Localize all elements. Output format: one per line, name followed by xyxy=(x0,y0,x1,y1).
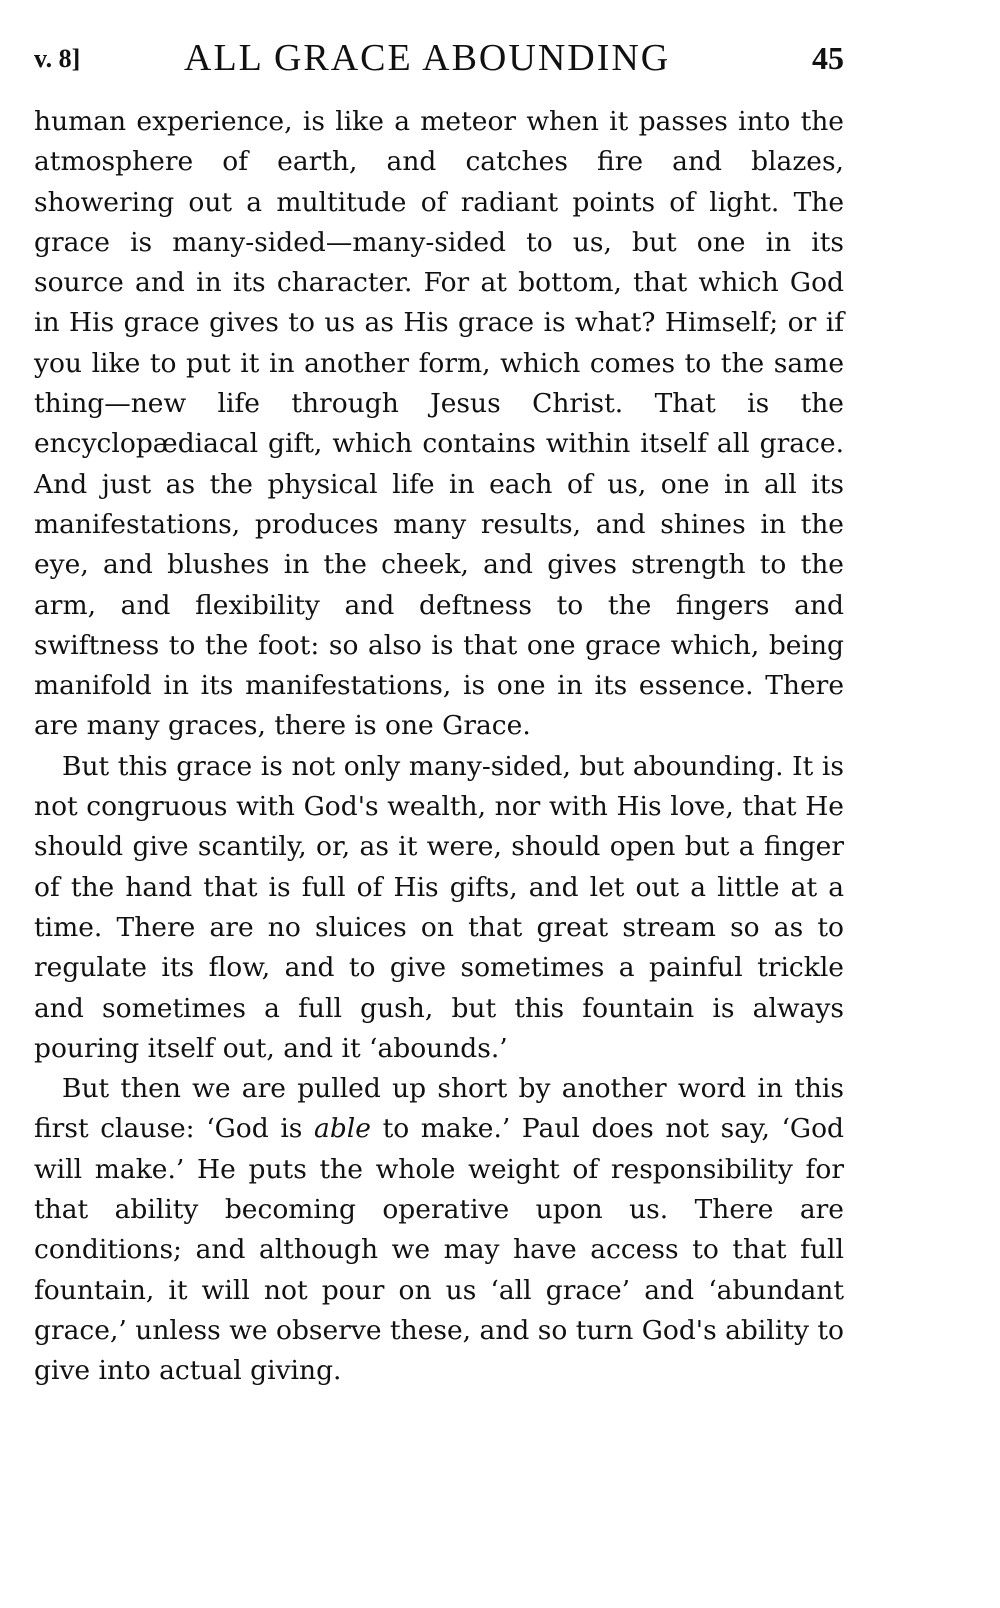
running-head xyxy=(34,36,844,86)
paragraph-3-part-2: to make.’ Paul does not say, ‘God will make.’ He puts the whole weight of responsibility for that ability becoming operative upon us. There are conditions; and although we may have access to that full fountain, it will not pour on us ‘all grace’ and ‘abundant grace,’ unless we observe these, and so turn God's ability to give into actual giving. xyxy=(34,1113,844,1387)
running-title: ALL GRACE ABOUNDING xyxy=(184,37,671,79)
page-number: 45 xyxy=(812,40,844,76)
paragraph-1: human experience, is like a meteor when it passes into the atmosphere of earth, and catches fire and blazes, showering out a multitude of radiant points of light. The grace is many-sided—many-sided to us, but one in its source and in its character. For at bottom, that which God in His grace gives to us as His grace is what? Himself; or if you like to put it in another form, which comes to the same thing—new life through Jesus Christ. That is the encyclopædiacal gift, which contains within itself all grace. And just as the physical life in each of us, one in all its manifestations, produces many results, and shines in the eye, and blushes in the cheek, and gives strength to the arm, and flexibility and deftness to the fingers and swiftness to the foot: so also is that one grace which, being manifold in its manifestations, is one in its essence. There are many graces, there is one Grace. xyxy=(34,106,844,742)
verse-reference: v. 8] xyxy=(34,44,81,73)
emphasis-able: able xyxy=(314,1113,371,1145)
body-text xyxy=(34,102,844,1392)
paragraph-3 xyxy=(34,1069,844,1391)
paragraph-3-part-1: But then we are pulled up short by another word in this first clause: ‘God is xyxy=(34,1073,844,1145)
paragraph-2: But this grace is not only many-sided, but abounding. It is not congruous with God's wealth, nor with His love, that He should give scantily, or, as it were, should open but a finger of the hand that is full of His gifts, and let out a little at a time. There are no sluices on that great stream so as to regulate its flow, and to give sometimes a painful trickle and sometimes a full gush, but this fountain is always pouring itself out, and it ‘abounds.’ xyxy=(34,750,844,1064)
book-page xyxy=(34,36,844,1392)
